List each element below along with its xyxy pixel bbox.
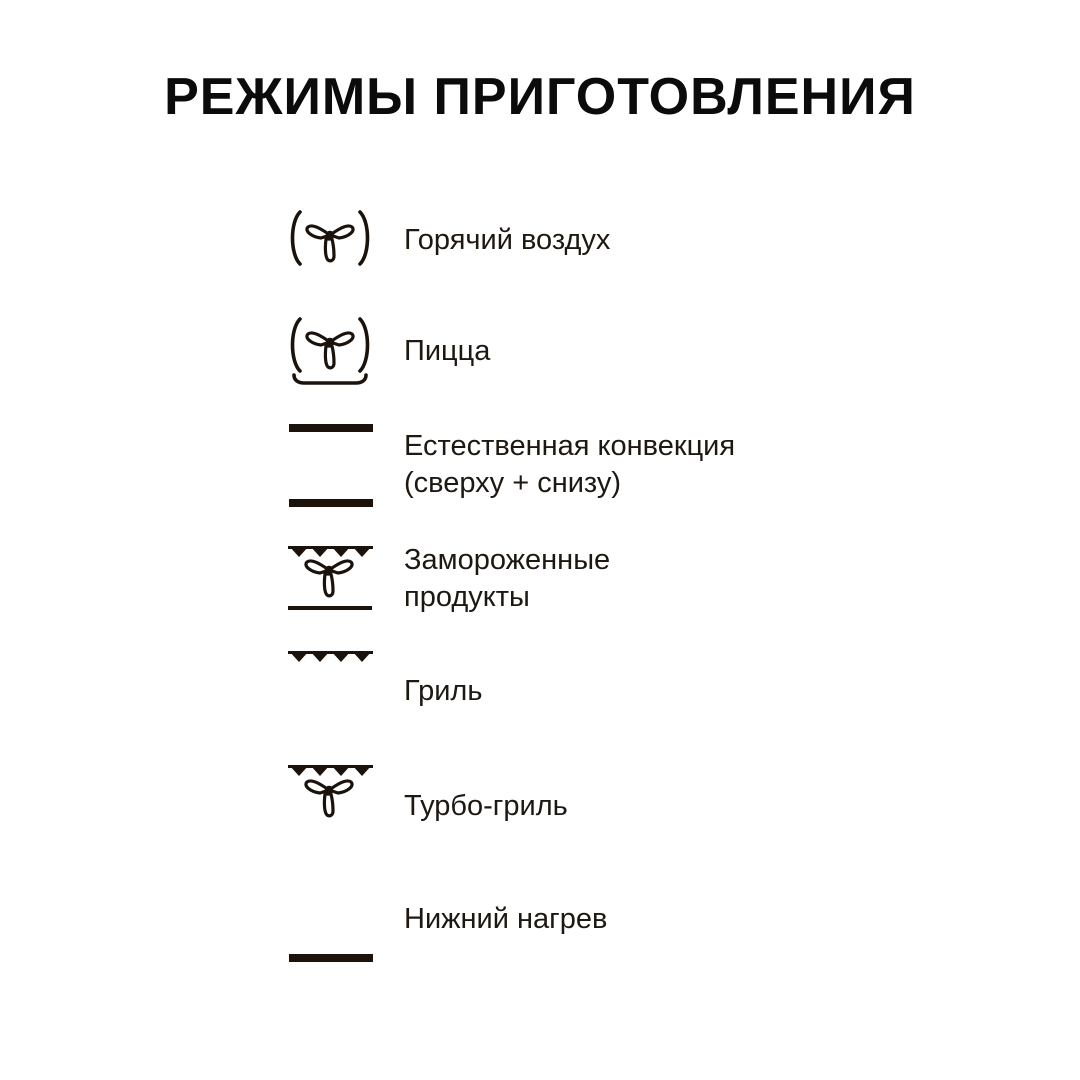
mode-label (404, 428, 735, 502)
mode-label-line1: Замороженные (404, 544, 611, 576)
bottom-heat-icon (286, 880, 376, 1000)
mode-frozen-products (0, 530, 1080, 650)
mode-hot-air (0, 180, 1080, 300)
mode-pizza (0, 295, 1080, 415)
mode-natural-convection (0, 415, 1080, 535)
mode-label: Нижний нагрев (404, 903, 608, 935)
mode-label: Пицца (404, 335, 491, 367)
fan-in-brackets-icon (286, 180, 376, 300)
mode-label: Гриль (404, 675, 483, 707)
mode-grill (0, 635, 1080, 755)
mode-bottom-heat (0, 880, 1080, 1000)
mode-label: Горячий воздух (404, 224, 611, 256)
mode-label: Турбо-гриль (404, 790, 568, 822)
mode-label-line2: продукты (404, 581, 530, 613)
mode-turbo-grill (0, 750, 1080, 870)
grill-icon (286, 635, 376, 755)
mode-label-line1: Естественная конвекция (404, 430, 736, 462)
fan-with-bottom-heat-icon (286, 295, 376, 415)
top-bottom-heat-icon (286, 415, 376, 535)
grill-fan-bottom-heat-icon (286, 530, 376, 650)
mode-label (404, 542, 610, 616)
mode-label-line2: (сверху + снизу) (404, 467, 622, 499)
grill-with-fan-icon (286, 750, 376, 870)
page-title: РЕЖИМЫ ПРИГОТОВЛЕНИЯ (164, 68, 916, 126)
